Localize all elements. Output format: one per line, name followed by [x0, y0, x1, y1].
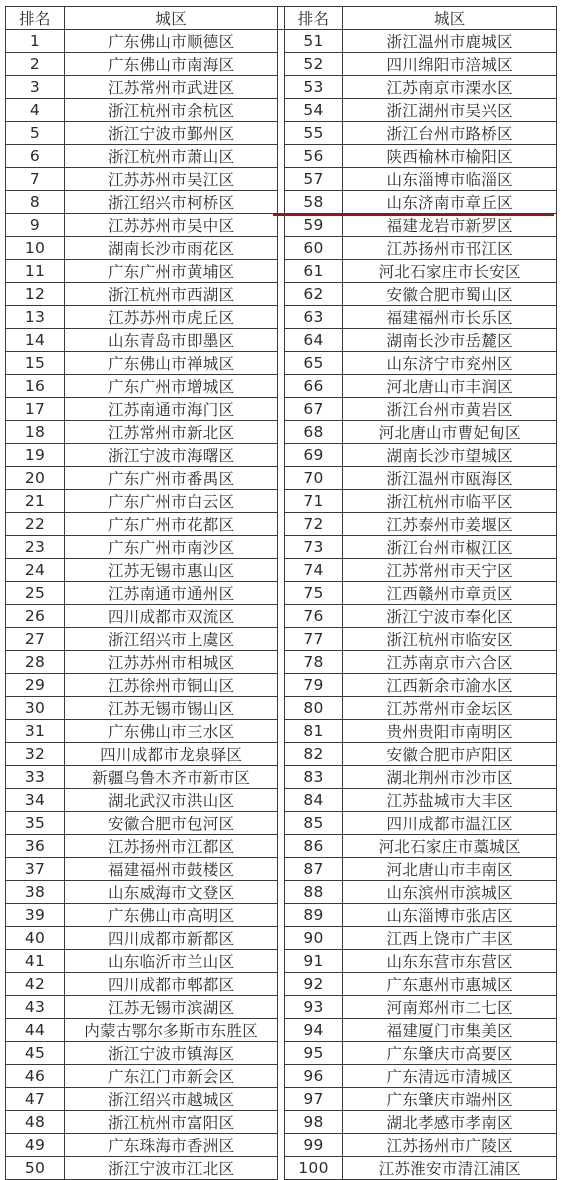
rank-cell: 82 — [284, 743, 343, 766]
table-row — [6, 996, 557, 1019]
district-cell: 河北石家庄市藁城区 — [343, 835, 557, 858]
district-cell: 山东威海市文登区 — [64, 881, 277, 904]
district-cell: 广东广州市增城区 — [64, 375, 277, 398]
rank-cell: 55 — [284, 122, 343, 145]
table-row — [6, 651, 557, 674]
district-cell: 江西赣州市章贡区 — [343, 582, 557, 605]
district-cell: 福建福州市鼓楼区 — [64, 858, 277, 881]
district-cell: 山东滨州市滨城区 — [343, 881, 557, 904]
district-cell: 江苏常州市新北区 — [64, 421, 277, 444]
district-cell: 江苏泰州市姜堰区 — [343, 513, 557, 536]
table-row — [6, 582, 557, 605]
rank-cell: 4 — [6, 99, 65, 122]
rank-cell: 37 — [6, 858, 65, 881]
district-cell: 广东佛山市三水区 — [64, 720, 277, 743]
table-row — [6, 697, 557, 720]
district-cell: 贵州贵阳市南明区 — [343, 720, 557, 743]
rank-cell: 5 — [6, 122, 65, 145]
rank-cell: 46 — [6, 1065, 65, 1088]
district-cell: 河北唐山市丰润区 — [343, 375, 557, 398]
district-cell: 浙江宁波市镇海区 — [64, 1042, 277, 1065]
district-cell: 四川成都市温江区 — [343, 812, 557, 835]
table-row — [6, 1157, 557, 1180]
rank-cell: 92 — [284, 973, 343, 996]
rank-cell: 62 — [284, 283, 343, 306]
table-row — [6, 30, 557, 53]
rank-cell: 80 — [284, 697, 343, 720]
district-cell: 浙江杭州市富阳区 — [64, 1111, 277, 1134]
district-cell: 山东东营市东营区 — [343, 950, 557, 973]
rank-cell: 87 — [284, 858, 343, 881]
highlight-underline — [273, 213, 554, 216]
table-row — [6, 168, 557, 191]
rank-cell: 33 — [6, 766, 65, 789]
rank-header-right: 排名 — [284, 7, 343, 30]
rank-cell: 51 — [284, 30, 343, 53]
rank-cell: 40 — [6, 927, 65, 950]
district-cell: 河北唐山市曹妃甸区 — [343, 421, 557, 444]
rank-cell: 7 — [6, 168, 65, 191]
rank-cell: 53 — [284, 76, 343, 99]
district-cell: 福建龙岩市新罗区 — [343, 214, 557, 237]
rank-cell: 19 — [6, 444, 65, 467]
district-cell: 浙江绍兴市上虞区 — [64, 628, 277, 651]
rank-cell: 67 — [284, 398, 343, 421]
district-cell: 江西新余市渝水区 — [343, 674, 557, 697]
district-cell: 浙江宁波市鄞州区 — [64, 122, 277, 145]
district-cell: 江苏苏州市吴江区 — [64, 168, 277, 191]
district-cell: 江苏南京市溧水区 — [343, 76, 557, 99]
rank-cell: 98 — [284, 1111, 343, 1134]
district-cell: 江苏南通市海门区 — [64, 398, 277, 421]
rank-cell: 14 — [6, 329, 65, 352]
district-cell: 新疆乌鲁木齐市新市区 — [64, 766, 277, 789]
rank-cell: 97 — [284, 1088, 343, 1111]
table-row — [6, 444, 557, 467]
rank-header-left: 排名 — [6, 7, 65, 30]
district-cell: 江苏淮安市清江浦区 — [343, 1157, 557, 1180]
district-cell: 江苏无锡市滨湖区 — [64, 996, 277, 1019]
rank-cell: 65 — [284, 352, 343, 375]
district-header-left: 城区 — [64, 7, 277, 30]
rank-cell: 39 — [6, 904, 65, 927]
rank-cell: 69 — [284, 444, 343, 467]
district-cell: 广东清远市清城区 — [343, 1065, 557, 1088]
rank-cell: 95 — [284, 1042, 343, 1065]
rank-cell: 93 — [284, 996, 343, 1019]
rank-cell: 68 — [284, 421, 343, 444]
rank-cell: 30 — [6, 697, 65, 720]
district-cell: 浙江温州市瓯海区 — [343, 467, 557, 490]
district-cell: 浙江杭州市余杭区 — [64, 99, 277, 122]
rank-cell: 43 — [6, 996, 65, 1019]
rank-cell: 34 — [6, 789, 65, 812]
table-row — [6, 881, 557, 904]
ranking-sheet — [5, 6, 557, 1178]
rank-cell: 83 — [284, 766, 343, 789]
district-cell: 江苏南京市六合区 — [343, 651, 557, 674]
rank-cell: 70 — [284, 467, 343, 490]
table-row — [6, 513, 557, 536]
district-cell: 河北石家庄市长安区 — [343, 260, 557, 283]
rank-cell: 2 — [6, 53, 65, 76]
table-row — [6, 306, 557, 329]
district-cell: 江苏常州市天宁区 — [343, 559, 557, 582]
rank-cell: 13 — [6, 306, 65, 329]
rank-cell: 17 — [6, 398, 65, 421]
district-cell: 江苏常州市武进区 — [64, 76, 277, 99]
table-row — [6, 605, 557, 628]
rank-cell: 36 — [6, 835, 65, 858]
table-row — [6, 559, 557, 582]
rank-cell: 25 — [6, 582, 65, 605]
header-row — [6, 7, 557, 30]
rank-cell: 28 — [6, 651, 65, 674]
district-cell: 四川成都市龙泉驿区 — [64, 743, 277, 766]
rank-cell: 90 — [284, 927, 343, 950]
rank-cell: 78 — [284, 651, 343, 674]
district-cell: 广东佛山市高明区 — [64, 904, 277, 927]
district-ranking-table — [5, 6, 557, 1180]
table-row — [6, 237, 557, 260]
table-row — [6, 858, 557, 881]
table-row — [6, 789, 557, 812]
district-cell: 湖北荆州市沙市区 — [343, 766, 557, 789]
rank-cell: 100 — [284, 1157, 343, 1180]
table-row — [6, 1042, 557, 1065]
district-cell: 江苏扬州市江都区 — [64, 835, 277, 858]
rank-cell: 66 — [284, 375, 343, 398]
rank-cell: 79 — [284, 674, 343, 697]
district-cell: 广东广州市黄埔区 — [64, 260, 277, 283]
rank-cell: 38 — [6, 881, 65, 904]
rank-cell: 76 — [284, 605, 343, 628]
rank-cell: 52 — [284, 53, 343, 76]
district-cell: 湖北孝感市孝南区 — [343, 1111, 557, 1134]
district-cell: 浙江宁波市江北区 — [64, 1157, 277, 1180]
rank-cell: 77 — [284, 628, 343, 651]
table-row — [6, 1065, 557, 1088]
district-cell: 福建福州市长乐区 — [343, 306, 557, 329]
rank-cell: 21 — [6, 490, 65, 513]
district-cell: 江苏徐州市铜山区 — [64, 674, 277, 697]
district-cell: 浙江台州市椒江区 — [343, 536, 557, 559]
table-row — [6, 835, 557, 858]
table-row — [6, 973, 557, 996]
rank-cell: 9 — [6, 214, 65, 237]
rank-cell: 10 — [6, 237, 65, 260]
rank-cell: 27 — [6, 628, 65, 651]
district-cell: 浙江宁波市奉化区 — [343, 605, 557, 628]
table-row — [6, 1019, 557, 1042]
district-cell: 山东临沂市兰山区 — [64, 950, 277, 973]
rank-cell: 22 — [6, 513, 65, 536]
district-cell: 湖南长沙市雨花区 — [64, 237, 277, 260]
table-row — [6, 398, 557, 421]
district-cell: 广东广州市番禺区 — [64, 467, 277, 490]
rank-cell: 12 — [6, 283, 65, 306]
rank-cell: 23 — [6, 536, 65, 559]
rank-cell: 64 — [284, 329, 343, 352]
district-cell: 江苏常州市金坛区 — [343, 697, 557, 720]
district-cell: 安徽合肥市蜀山区 — [343, 283, 557, 306]
district-cell: 江西上饶市广丰区 — [343, 927, 557, 950]
district-cell: 浙江台州市路桥区 — [343, 122, 557, 145]
district-cell: 山东淄博市临淄区 — [343, 168, 557, 191]
district-cell: 山东济南市章丘区 — [343, 191, 557, 214]
rank-cell: 94 — [284, 1019, 343, 1042]
rank-cell: 20 — [6, 467, 65, 490]
rank-cell: 57 — [284, 168, 343, 191]
rank-cell: 59 — [284, 214, 343, 237]
district-cell: 山东淄博市张店区 — [343, 904, 557, 927]
rank-cell: 8 — [6, 191, 65, 214]
rank-cell: 88 — [284, 881, 343, 904]
rank-cell: 91 — [284, 950, 343, 973]
rank-cell: 31 — [6, 720, 65, 743]
district-cell: 浙江绍兴市柯桥区 — [64, 191, 277, 214]
table-row — [6, 352, 557, 375]
rank-cell: 11 — [6, 260, 65, 283]
district-cell: 河南郑州市二七区 — [343, 996, 557, 1019]
rank-cell: 81 — [284, 720, 343, 743]
rank-cell: 45 — [6, 1042, 65, 1065]
rank-cell: 48 — [6, 1111, 65, 1134]
table-row — [6, 260, 557, 283]
rank-cell: 72 — [284, 513, 343, 536]
table-row — [6, 927, 557, 950]
table-row — [6, 375, 557, 398]
rank-cell: 50 — [6, 1157, 65, 1180]
rank-cell: 86 — [284, 835, 343, 858]
rank-cell: 73 — [284, 536, 343, 559]
district-cell: 广东肇庆市端州区 — [343, 1088, 557, 1111]
district-cell: 江苏无锡市锡山区 — [64, 697, 277, 720]
district-cell: 浙江温州市鹿城区 — [343, 30, 557, 53]
rank-cell: 35 — [6, 812, 65, 835]
district-cell: 广东广州市白云区 — [64, 490, 277, 513]
table-row — [6, 122, 557, 145]
rank-cell: 47 — [6, 1088, 65, 1111]
table-row — [6, 214, 557, 237]
rank-cell: 44 — [6, 1019, 65, 1042]
rank-cell: 96 — [284, 1065, 343, 1088]
district-cell: 浙江杭州市西湖区 — [64, 283, 277, 306]
table-row — [6, 1088, 557, 1111]
district-cell: 江苏苏州市吴中区 — [64, 214, 277, 237]
district-cell: 内蒙古鄂尔多斯市东胜区 — [64, 1019, 277, 1042]
table-row — [6, 812, 557, 835]
rank-cell: 61 — [284, 260, 343, 283]
table-row — [6, 628, 557, 651]
rank-cell: 26 — [6, 605, 65, 628]
district-cell: 江苏扬州市邗江区 — [343, 237, 557, 260]
table-row — [6, 904, 557, 927]
rank-cell: 54 — [284, 99, 343, 122]
district-cell: 陕西榆林市榆阳区 — [343, 145, 557, 168]
rank-cell: 49 — [6, 1134, 65, 1157]
district-cell: 浙江宁波市海曙区 — [64, 444, 277, 467]
district-header-right: 城区 — [343, 7, 557, 30]
rank-cell: 18 — [6, 421, 65, 444]
district-cell: 广东广州市花都区 — [64, 513, 277, 536]
table-row — [6, 743, 557, 766]
rank-cell: 71 — [284, 490, 343, 513]
district-cell: 浙江台州市黄岩区 — [343, 398, 557, 421]
table-row — [6, 674, 557, 697]
district-cell: 浙江杭州市萧山区 — [64, 145, 277, 168]
table-row — [6, 1134, 557, 1157]
district-cell: 广东珠海市香洲区 — [64, 1134, 277, 1157]
table-row — [6, 766, 557, 789]
district-cell: 浙江绍兴市越城区 — [64, 1088, 277, 1111]
table-row — [6, 950, 557, 973]
rank-cell: 89 — [284, 904, 343, 927]
district-cell: 江苏扬州市广陵区 — [343, 1134, 557, 1157]
district-cell: 山东青岛市即墨区 — [64, 329, 277, 352]
rank-cell: 56 — [284, 145, 343, 168]
district-cell: 安徽合肥市包河区 — [64, 812, 277, 835]
rank-cell: 3 — [6, 76, 65, 99]
rank-cell: 74 — [284, 559, 343, 582]
district-cell: 广东江门市新会区 — [64, 1065, 277, 1088]
district-cell: 广东佛山市顺德区 — [64, 30, 277, 53]
rank-cell: 32 — [6, 743, 65, 766]
table-row — [6, 145, 557, 168]
district-cell: 河北唐山市丰南区 — [343, 858, 557, 881]
rank-cell: 24 — [6, 559, 65, 582]
rank-cell: 75 — [284, 582, 343, 605]
rank-cell: 84 — [284, 789, 343, 812]
rank-cell: 99 — [284, 1134, 343, 1157]
district-cell: 江苏无锡市惠山区 — [64, 559, 277, 582]
rank-cell: 58 — [284, 191, 343, 214]
district-cell: 四川成都市新都区 — [64, 927, 277, 950]
rank-cell: 15 — [6, 352, 65, 375]
district-cell: 福建厦门市集美区 — [343, 1019, 557, 1042]
table-row — [6, 536, 557, 559]
district-cell: 湖北武汉市洪山区 — [64, 789, 277, 812]
table-row — [6, 76, 557, 99]
district-cell: 江苏南通市通州区 — [64, 582, 277, 605]
rank-cell: 42 — [6, 973, 65, 996]
rank-cell: 29 — [6, 674, 65, 697]
table-row — [6, 191, 557, 214]
district-cell: 浙江杭州市临安区 — [343, 628, 557, 651]
district-cell: 湖南长沙市岳麓区 — [343, 329, 557, 352]
table-row — [6, 490, 557, 513]
district-cell: 四川成都市双流区 — [64, 605, 277, 628]
rank-cell: 16 — [6, 375, 65, 398]
table-row — [6, 421, 557, 444]
district-cell: 江苏苏州市虎丘区 — [64, 306, 277, 329]
rank-cell: 1 — [6, 30, 65, 53]
table-row — [6, 99, 557, 122]
rank-cell: 85 — [284, 812, 343, 835]
rank-cell: 41 — [6, 950, 65, 973]
district-cell: 四川绵阳市涪城区 — [343, 53, 557, 76]
table-row — [6, 329, 557, 352]
district-cell: 广东佛山市南海区 — [64, 53, 277, 76]
district-cell: 广东惠州市惠城区 — [343, 973, 557, 996]
rank-cell: 63 — [284, 306, 343, 329]
district-cell: 湖南长沙市望城区 — [343, 444, 557, 467]
district-cell: 广东肇庆市高要区 — [343, 1042, 557, 1065]
table-row — [6, 283, 557, 306]
district-cell: 浙江湖州市吴兴区 — [343, 99, 557, 122]
table-row — [6, 1111, 557, 1134]
rank-cell: 6 — [6, 145, 65, 168]
district-cell: 广东广州市南沙区 — [64, 536, 277, 559]
district-cell: 浙江杭州市临平区 — [343, 490, 557, 513]
district-cell: 江苏苏州市相城区 — [64, 651, 277, 674]
district-cell: 广东佛山市禅城区 — [64, 352, 277, 375]
district-cell: 安徽合肥市庐阳区 — [343, 743, 557, 766]
table-row — [6, 720, 557, 743]
rank-cell: 60 — [284, 237, 343, 260]
district-cell: 山东济宁市兖州区 — [343, 352, 557, 375]
district-cell: 四川成都市郫都区 — [64, 973, 277, 996]
table-row — [6, 53, 557, 76]
district-cell: 江苏盐城市大丰区 — [343, 789, 557, 812]
table-row — [6, 467, 557, 490]
